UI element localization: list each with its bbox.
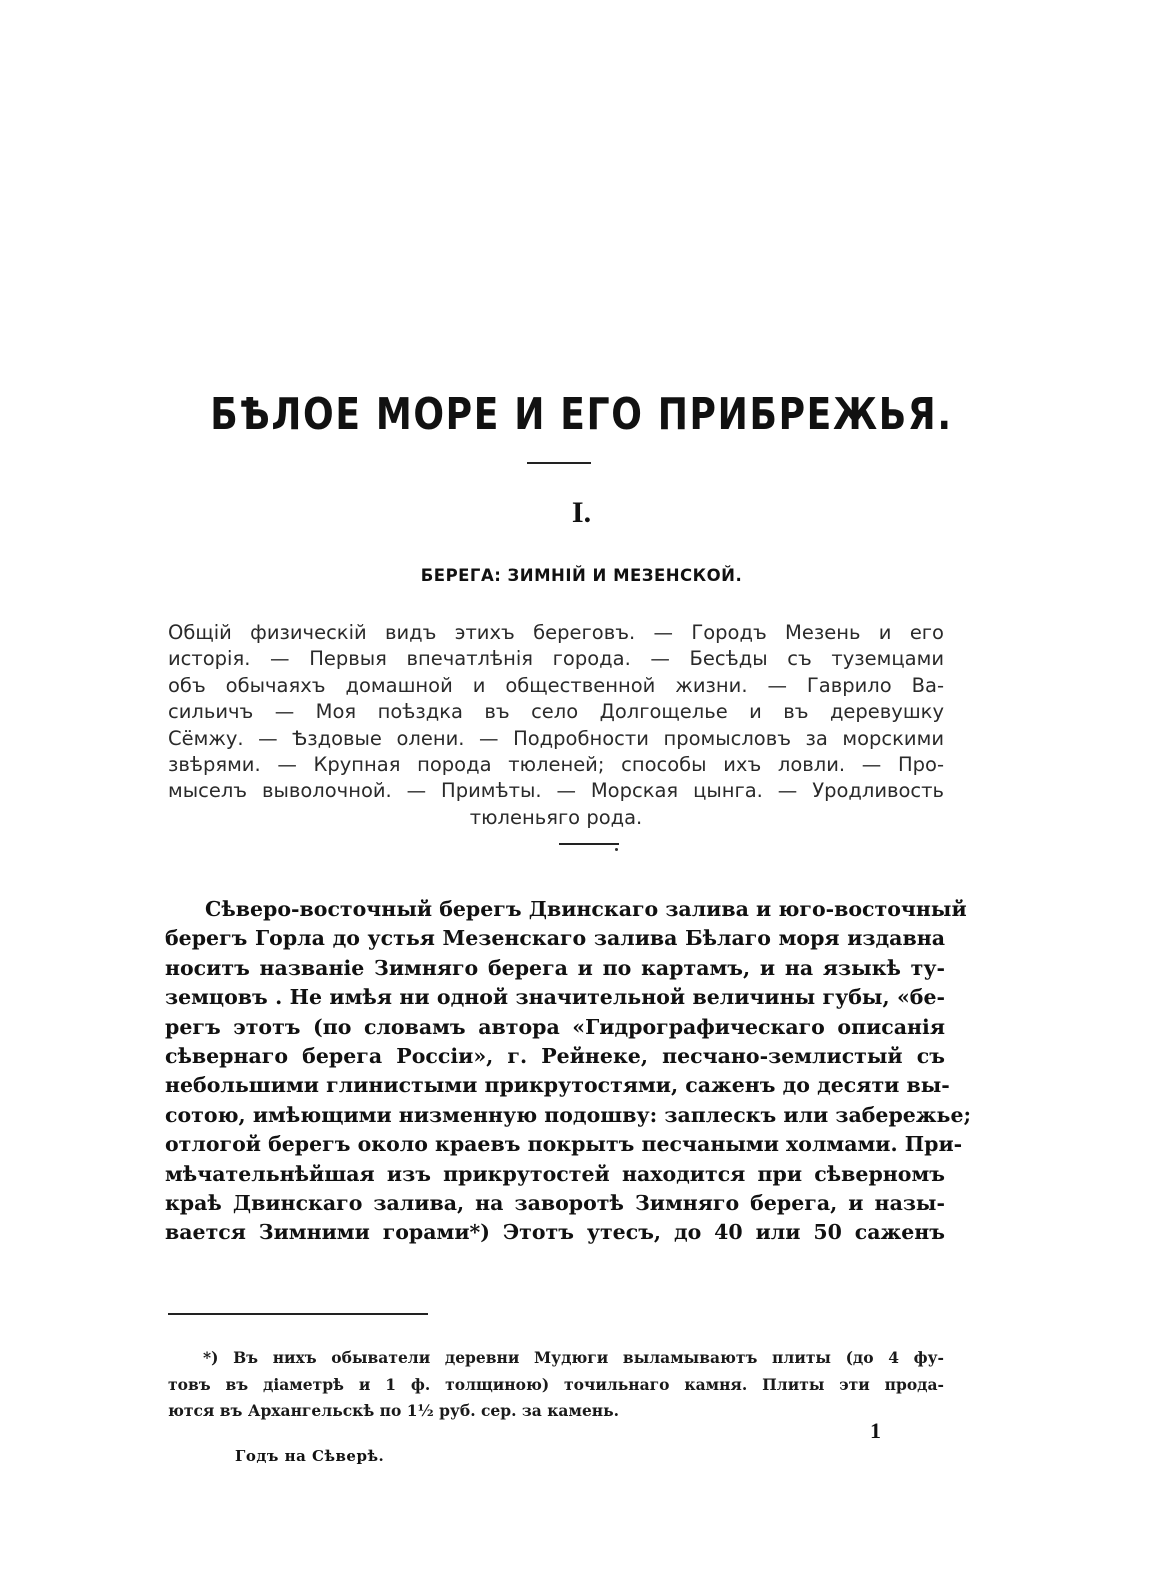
page-number: 1 <box>870 1418 881 1443</box>
body-line: небольшими глинистыми прикрутостями, саженъ до десяти вы- <box>165 1073 950 1098</box>
footnote <box>168 1345 944 1425</box>
chapter-heading: БЕРЕГА: ЗИМНІЙ И МЕЗЕНСКОЙ. <box>420 566 743 585</box>
running-footer-title: Годъ на Сѣверѣ. <box>235 1447 385 1465</box>
summary-line: исторія. — Первыя впечатлѣнія города. — Бесѣды съ туземцами <box>168 647 944 671</box>
body-line: вается Зимними горами*) Этотъ утесъ, до 40 или 50 саженъ <box>165 1220 945 1245</box>
body-line: земцовъ . Не имѣя ни одной значительной величины губы, «бе- <box>165 985 945 1010</box>
footnote-line: товъ въ діаметрѣ и 1 ф. толщиною) точильнаго камня. Плиты эти прода- <box>168 1374 944 1394</box>
body-line: носитъ названіе Зимняго берега и по картамъ, и на языкѣ ту- <box>165 955 945 980</box>
summary-line: тюленьяго рода. <box>469 805 643 829</box>
footnote-divider <box>168 1313 428 1315</box>
summary-line: мыселъ выволочной. — Примѣты. — Морская цынга. — Уродливость <box>168 779 944 803</box>
summary-line: Сёмжу. — Ѣздовые олени. — Подробности промысловъ за морскими <box>168 726 944 750</box>
body-line: краѣ Двинскаго залива, на заворотѣ Зимняго берега, и назы- <box>165 1191 945 1216</box>
body-line: сѣвернаго берега Россіи», г. Рейнеке, песчано-землистый съ <box>165 1044 945 1069</box>
summary-divider <box>559 843 619 845</box>
body-line: отлогой берегъ около краевъ покрытъ песчаными холмами. При- <box>165 1132 963 1157</box>
body-line: Сѣверо-восточный берегъ Двинскаго залива и юго-восточный <box>205 897 967 921</box>
summary-line: сильичъ — Моя поѣздка въ село Долгощелье и въ деревушку <box>168 700 944 724</box>
chapter-summary <box>168 620 944 831</box>
ornament-dot <box>615 848 618 851</box>
body-line: мѣчательнѣйшая изъ прикрутостей находится при сѣверномъ <box>165 1161 945 1186</box>
body-line: регъ этотъ (по словамъ автора «Гидрографическаго описанія <box>165 1014 945 1039</box>
body-line: берегъ Горла до устья Мезенскаго залива Бѣлаго моря издавна <box>165 926 945 951</box>
summary-line: звѣрями. — Крупная порода тюленей; способы ихъ ловли. — Про- <box>168 753 944 777</box>
summary-line: объ обычаяхъ домашной и общественной жизни. — Гаврило Ва- <box>168 673 944 697</box>
title-divider <box>527 462 591 464</box>
footnote-line: ются въ Архангельскѣ по 1½ руб. сер. за камень. <box>168 1401 620 1421</box>
body-paragraph <box>165 895 972 1248</box>
footnote-line: *) Въ нихъ обыватели деревни Мудюги выламываютъ плиты (до 4 фу- <box>203 1348 944 1367</box>
chapter-number: I. <box>571 496 592 529</box>
summary-line: Общій физическій видъ этихъ береговъ. — Городъ Мезень и его <box>168 621 944 644</box>
page-title: БѢЛОЕ МОРЕ И ЕГО ПРИБРЕЖЬЯ. <box>210 389 953 440</box>
body-line: сотою, имѣющими низменную подошву: заплескъ или забережье; <box>165 1102 972 1127</box>
